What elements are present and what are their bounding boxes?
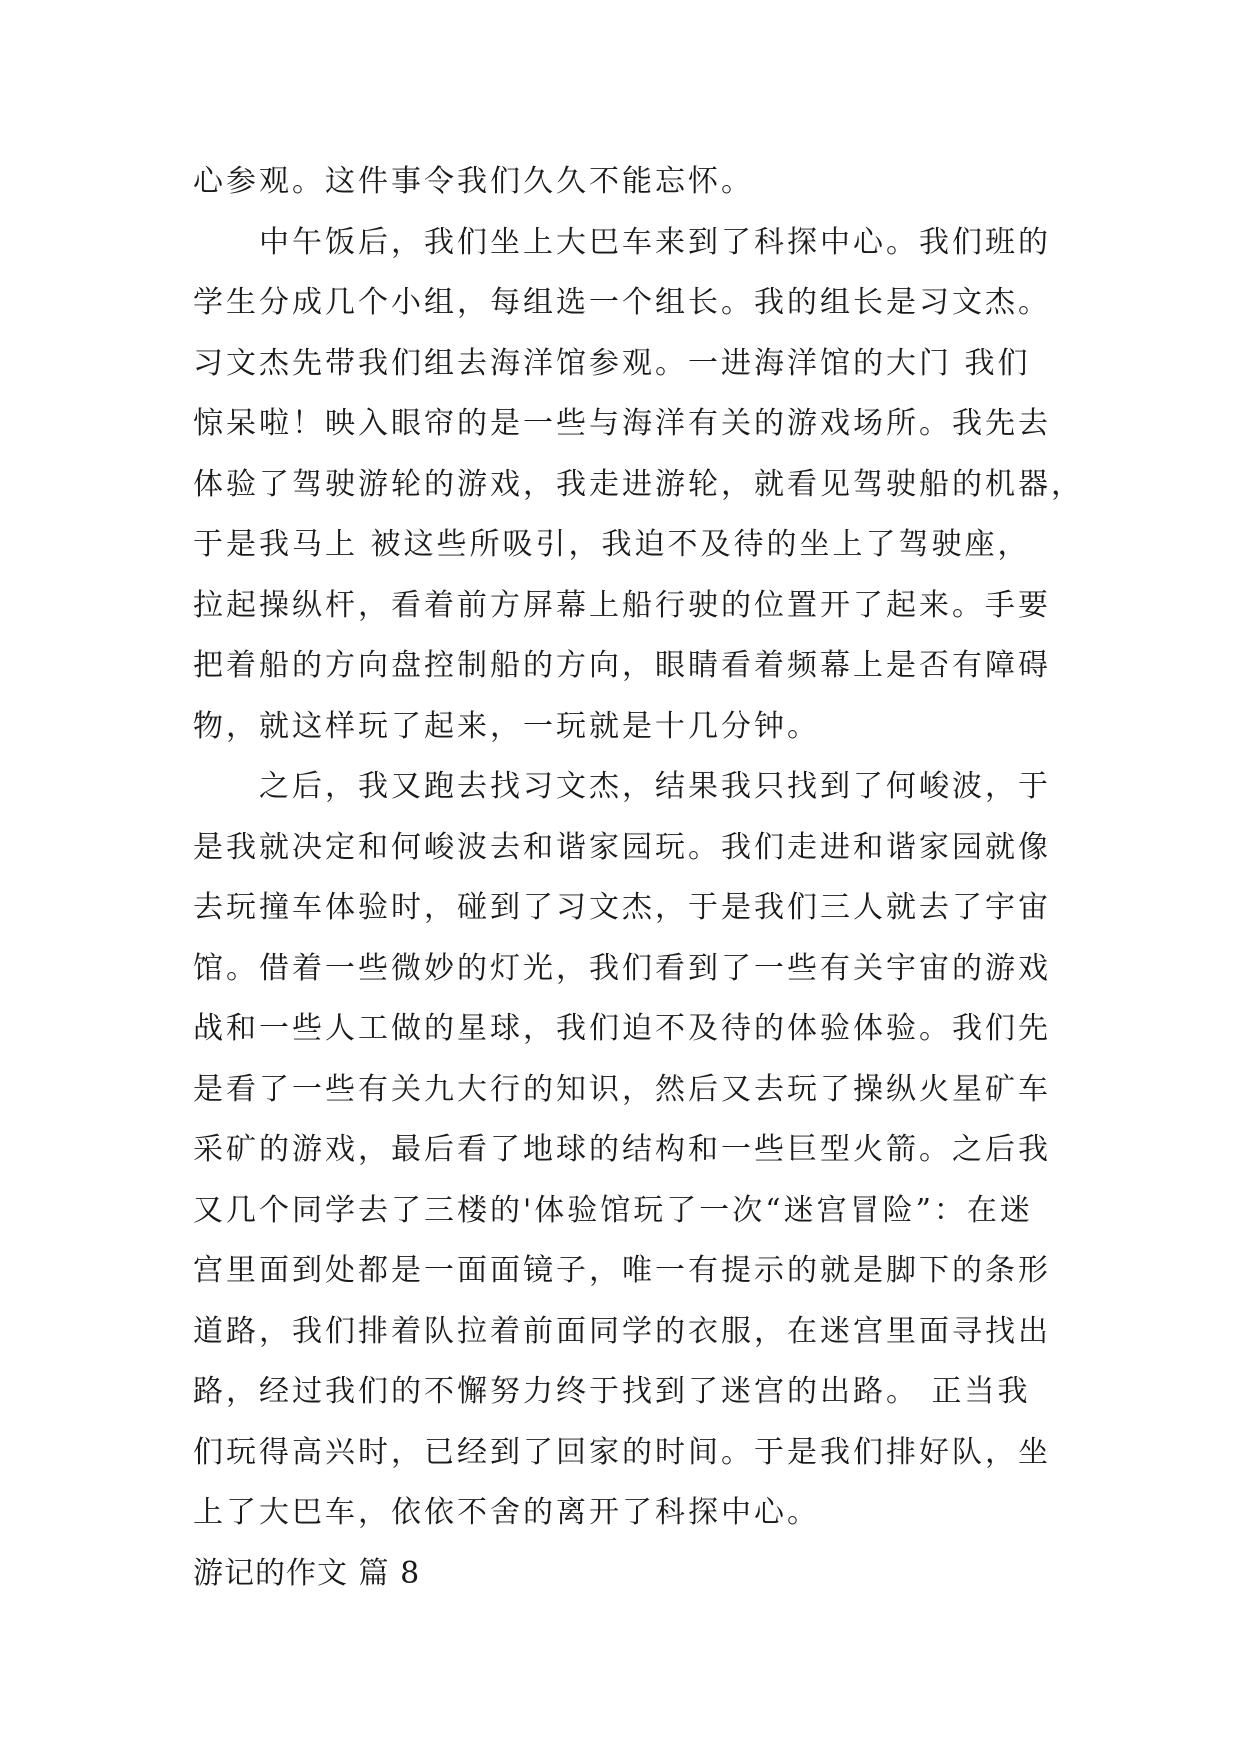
text-line-4: 习文杰先带我们组去海洋馆参观。一进海洋馆的大门 我们 [193, 345, 1031, 381]
text-line-23: 上了大巴车，依依不舍的离开了科探中心。 [193, 1495, 820, 1530]
text-line-10: 物，就这样玩了起来，一玩就是十几分钟。 [193, 708, 820, 744]
text-line-7: 于是我马上 被这些所吸引，我迫不及待的坐上了驾驶座， [193, 527, 1031, 562]
text-line-21: 路，经过我们的不懈努力终于找到了迷宫的出路。 正当我 [193, 1374, 1031, 1409]
text-line-14: 馆。借着一些微妙的灯光，我们看到了一些有关宇宙的游戏 [193, 950, 1051, 986]
text-line-20: 道路，我们排着队拉着前面同学的衣服，在迷宫里面寻找出 [193, 1313, 1051, 1349]
text-line-19: 宫里面到处都是一面面镜子，唯一有提示的就是脚下的条形 [193, 1253, 1051, 1288]
text-line-5: 惊呆啦！映入眼帘的是一些与海洋有关的游戏场所。我先去 [193, 406, 1051, 441]
section-heading: 游记的作文 篇 8 [193, 1555, 421, 1591]
text-line-15: 战和一些人工做的星球，我们迫不及待的体验体验。我们先 [193, 1011, 1051, 1046]
text-line-2: 中午饭后，我们坐上大巴车来到了科探中心。我们班的 [259, 224, 1051, 260]
text-line-9: 把着船的方向盘控制船的方向，眼睛看着频幕上是否有障碍 [193, 648, 1051, 683]
text-line-13: 去玩撞车体验时，碰到了习文杰，于是我们三人就去了宇宙 [193, 890, 1051, 925]
text-line-1: 心参观。这件事令我们久久不能忘怀。 [193, 164, 754, 199]
text-line-3: 学生分成几个小组，每组选一个组长。我的组长是习文杰。 [193, 285, 1051, 320]
text-line-16: 是看了一些有关九大行的知识，然后又去玩了操纵火星矿车 [193, 1071, 1051, 1107]
text-line-6: 体验了驾驶游轮的游戏，我走进游轮，就看见驾驶船的机器， [193, 466, 1084, 502]
text-line-12: 是我就决定和何峻波去和谐家园玩。我们走进和谐家园就像 [193, 829, 1051, 865]
text-line-22: 们玩得高兴时，已经到了回家的时间。于是我们排好队，坐 [193, 1434, 1051, 1470]
essay-body [193, 152, 1084, 1604]
text-line-18: 又几个同学去了三楼的'体验馆玩了一次“迷宫冒险”：在迷 [193, 1192, 1033, 1228]
text-line-8: 拉起操纵杆，看着前方屏幕上船行驶的位置开了起来。手要 [193, 587, 1051, 623]
text-line-17: 采矿的游戏，最后看了地球的结构和一些巨型火箭。之后我 [193, 1132, 1051, 1167]
text-line-11: 之后，我又跑去找习文杰，结果我只找到了何峻波，于 [259, 769, 1051, 804]
